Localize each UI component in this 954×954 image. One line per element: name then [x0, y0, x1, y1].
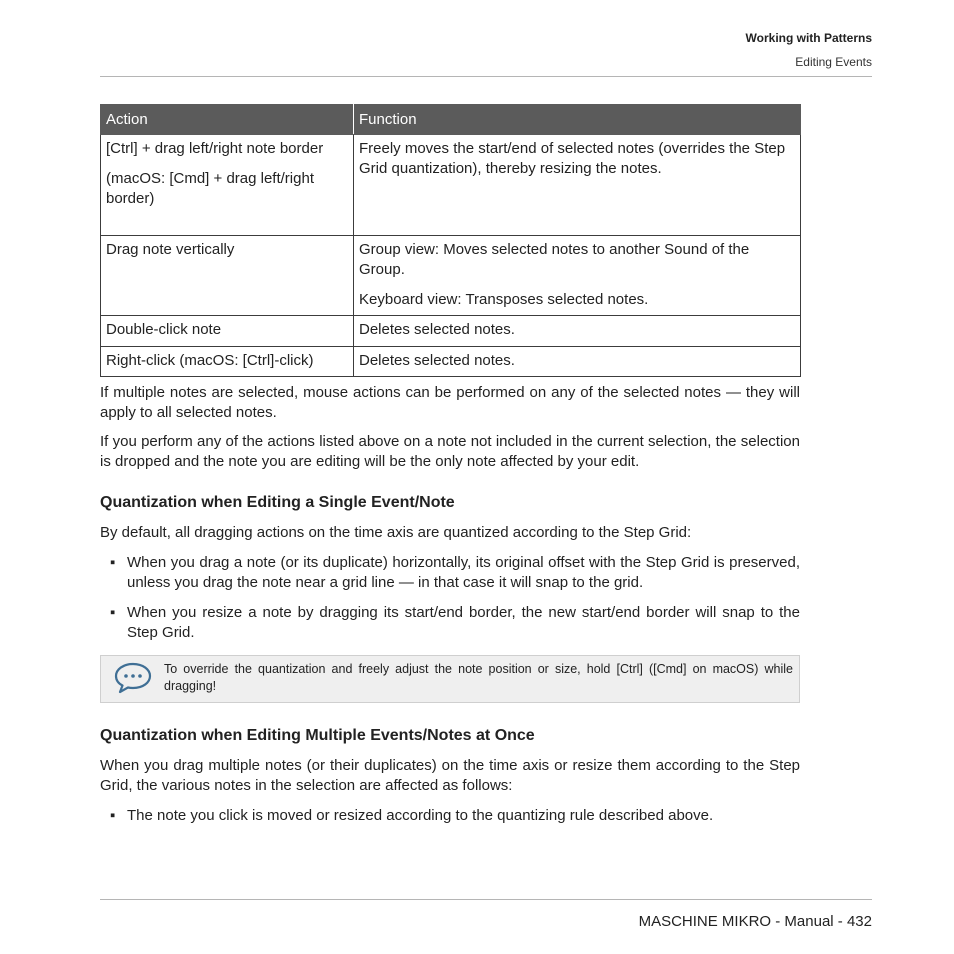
table-row — [101, 347, 801, 377]
function-cell — [354, 347, 801, 377]
cell-text: (macOS: [Cmd] + drag left/right border) — [106, 170, 314, 207]
action-cell — [101, 347, 354, 377]
table-row — [101, 316, 801, 347]
table-header-row — [101, 105, 801, 135]
speech-bubble-icon — [113, 661, 153, 695]
cell-text: Group view: Moves selected notes to another Sound of the Group. — [359, 241, 750, 278]
body-paragraph: When you drag multiple notes (or their duplicates) on the time axis or resize them according to the Step Grid, the various notes in the selection are affected as follows: — [100, 757, 800, 794]
body-paragraph: By default, all dragging actions on the time axis are quantized according to the Step Grid: — [100, 524, 692, 541]
section-title: Editing Events — [795, 55, 872, 69]
cell-text: Double-click note — [106, 321, 222, 338]
cell-text: Freely moves the start/end of selected notes (overrides the Step Grid quantization), thereby resizing the notes. — [359, 140, 786, 177]
action-cell — [101, 135, 354, 236]
cell-text: Right-click (macOS: [Ctrl]-click) — [106, 352, 314, 369]
table-row — [101, 236, 801, 316]
list-item-text: When you resize a note by dragging its start/end border, the new start/end border will snap to the Step Grid. — [127, 604, 800, 641]
list-item-text: The note you click is moved or resized according to the quantizing rule described above. — [127, 807, 714, 824]
column-header-function: Function — [354, 105, 801, 135]
column-header-action: Action — [101, 105, 354, 135]
action-cell — [101, 316, 354, 347]
bullet-marker: ▪ — [110, 554, 116, 571]
function-cell — [354, 236, 801, 316]
actions-table — [100, 104, 801, 377]
bullet-marker: ▪ — [110, 604, 116, 621]
function-cell — [354, 135, 801, 236]
chapter-title: Working with Patterns — [745, 31, 872, 45]
cell-text: [Ctrl] + drag left/right note border — [106, 140, 324, 157]
footer-page-label: MASCHINE MIKRO - Manual - 432 — [638, 913, 872, 930]
body-paragraph: If you perform any of the actions listed above on a note not included in the current selection, the selection is dropped and the note you are editing will be the only note affected by your edit. — [100, 433, 800, 470]
function-cell — [354, 316, 801, 347]
tip-box — [100, 655, 800, 703]
page-content — [100, 104, 800, 826]
list-item-text: When you drag a note (or its duplicate) horizontally, its original offset with the Step Grid is preserved, unless you drag the note near a grid line — in that case it will snap to the grid. — [127, 554, 800, 591]
table-row — [101, 135, 801, 236]
bullet-marker: ▪ — [110, 807, 116, 824]
section-heading: Quantization when Editing a Single Event/Note — [100, 494, 455, 511]
action-cell — [101, 236, 354, 316]
list-item — [100, 806, 800, 826]
cell-text: Drag note vertically — [106, 241, 235, 258]
cell-text: Deletes selected notes. — [359, 352, 515, 369]
page-header — [100, 0, 872, 77]
tip-text: To override the quantization and freely adjust the note position or size, hold [Ctrl] ([Cmd] on macOS) while dragging! — [164, 662, 793, 693]
cell-text: Deletes selected notes. — [359, 321, 515, 338]
cell-text: Keyboard view: Transposes selected notes. — [359, 291, 649, 308]
page-footer — [100, 899, 872, 930]
section-heading: Quantization when Editing Multiple Events/Notes at Once — [100, 727, 535, 744]
bullet-list — [100, 553, 800, 643]
list-item — [100, 553, 800, 593]
list-item — [100, 603, 800, 643]
bullet-list — [100, 806, 800, 826]
body-paragraph: If multiple notes are selected, mouse actions can be performed on any of the selected notes — they will apply to all selected notes. — [100, 384, 800, 421]
